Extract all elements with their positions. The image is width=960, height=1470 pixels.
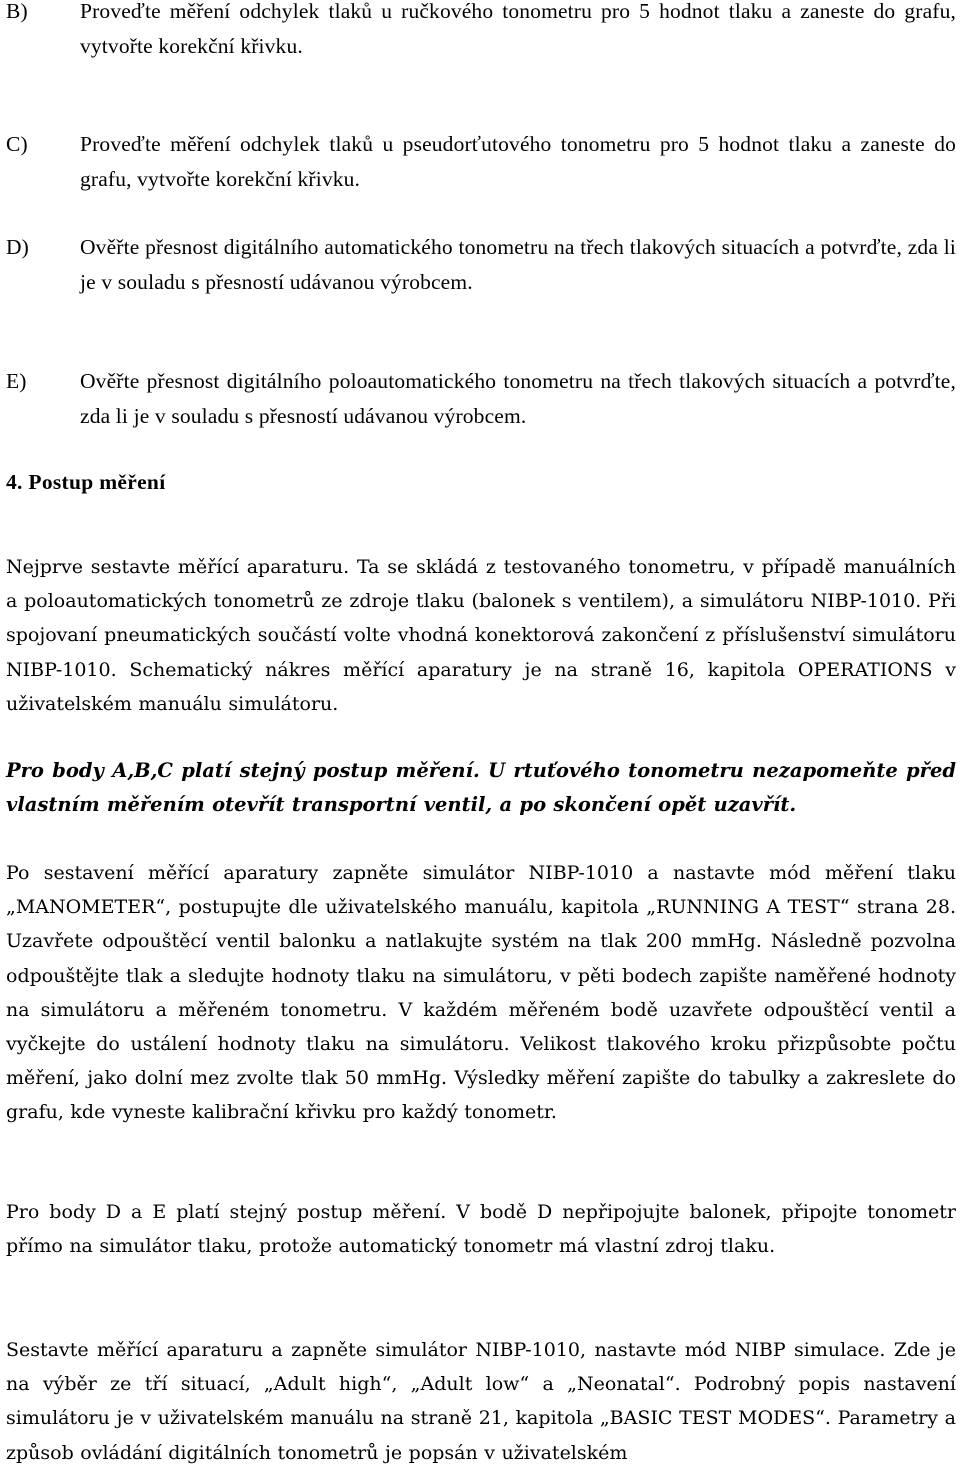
task-letter: B) — [6, 0, 28, 23]
task-text: Ověřte přesnost digitálního poloautomatického tonometru na třech tlakových situacích a potvrďte, zda li je v souladu s přesností udávanou výrobcem. — [80, 369, 956, 428]
paragraph-abc-note: Pro body A,B,C platí stejný postup měření. U rtuťového tonometru nezapomeňte před vlastním měřením otevřít transportní ventil, a po skončení opět uzavřít. — [6, 758, 956, 816]
task-text: Proveďte měření odchylek tlaků u pseudorťutového tonometru pro 5 hodnot tlaku a zaneste do grafu, vytvořte korekční křivku. — [80, 132, 956, 191]
task-letter: E) — [6, 369, 27, 393]
task-text: Proveďte měření odchylek tlaků u ručkového tonometru pro 5 hodnot tlaku a zaneste do grafu, vytvořte korekční křivku. — [80, 0, 956, 58]
section-heading: 4. Postup měření — [6, 470, 166, 494]
task-letter: C) — [6, 132, 28, 156]
task-item-d — [6, 230, 956, 300]
task-item-c — [6, 127, 956, 197]
task-item-e — [6, 364, 956, 434]
task-letter: D) — [6, 235, 29, 259]
paragraph-manometer-procedure: Po sestavení měřící aparatury zapněte simulátor NIBP-1010 a nastavte mód měření tlaku „MANOMETER“, postupujte dle uživatelského manuálu, kapitola „RUNNING A TEST“ strana 28. Uzavřete odpouštěcí ventil balonku a natlakujte systém na tlak 200 mmHg. Následně pozvolna odpouštějte tlak a sledujte hodnoty tlaku na simulátoru, v pěti bodech zapište naměřené hodnoty na simulátoru a měřeném tonometru. V každém měřeném bodě uzavřete odpouštěcí ventil a vyčkejte do ustálení hodnoty tlaku na simulátoru. Velikost tlakového kroku přizpůsobte počtu měření, jako dolní mez zvolte tlak 50 mmHg. Výsledky měření zapište do tabulky a zakreslete do grafu, kde vyneste kalibrační křivku pro každý tonometr. — [6, 862, 956, 1124]
task-text: Ověřte přesnost digitálního automatického tonometru na třech tlakových situacích a potvrďte, zda li je v souladu s přesností udávanou výrobcem. — [80, 235, 956, 294]
task-item-b — [6, 0, 956, 64]
paragraph-nibp-simulation: Sestavte měřící aparaturu a zapněte simulátor NIBP-1010, nastavte mód NIBP simulace. Zde je na výběr ze tří situací, „Adult high“, „Adult low“ a „Neonatal“. Podrobný popis nastavení simulátoru je v uživatelském manuálu na straně 21, kapitola „BASIC TEST MODES“. Parametry a způsob ovládání digitálních tonometrů je popsán v uživatelském — [6, 1339, 956, 1464]
paragraph-de-note: Pro body D a E platí stejný postup měření. V bodě D nepřipojujte balonek, připojte tonometr přímo na simulátor tlaku, protože automatický tonometr má vlastní zdroj tlaku. — [6, 1201, 956, 1258]
paragraph-setup: Nejprve sestavte měřící aparaturu. Ta se skládá z testovaného tonometru, v případě manuálních a poloautomatických tonometrů ze zdroje tlaku (balonek s ventilem), a simulátoru NIBP-1010. Při spojovaní pneumatických součástí volte vhodná konektorová zakončení z příslušenství simulátoru NIBP-1010. Schematický nákres měřící aparatury je na straně 16, kapitola OPERATIONS v uživatelském manuálu simulátoru. — [6, 556, 956, 715]
